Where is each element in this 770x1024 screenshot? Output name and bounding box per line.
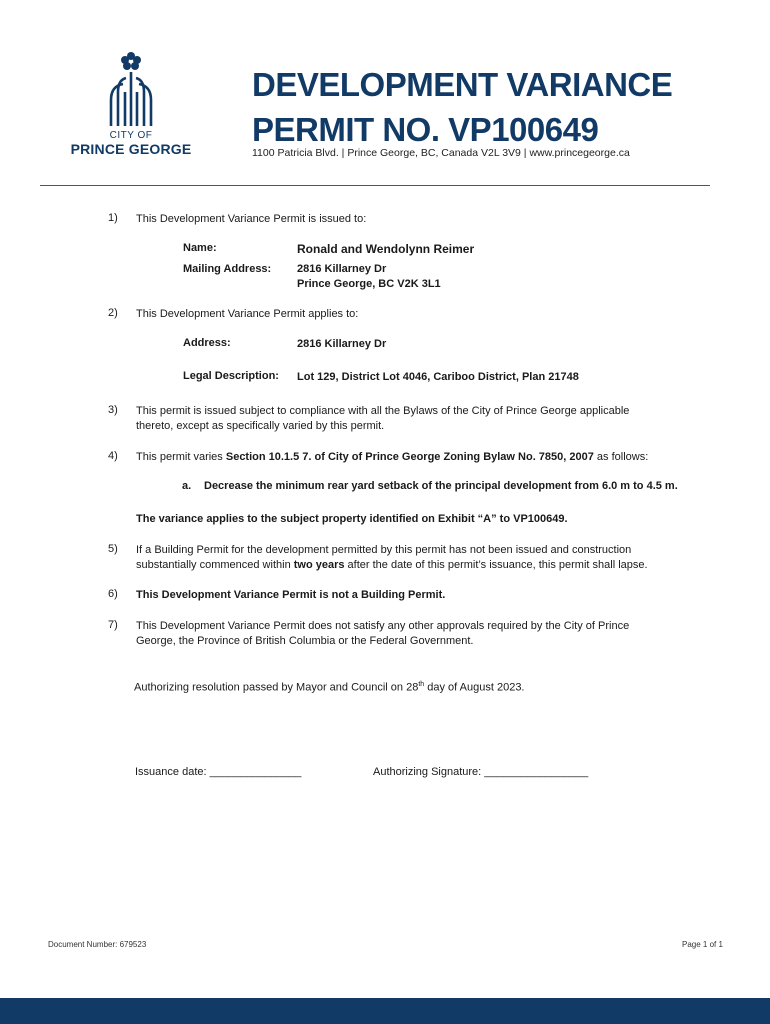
address-value: 2816 Killarney Dr <box>297 338 387 350</box>
name-label: Name: <box>183 242 217 254</box>
item-7-text <box>136 619 696 649</box>
variance-item-text: Decrease the minimum rear yard setback of the principal development from 6.0 m to 4.5 m. <box>204 480 678 492</box>
item-3-text <box>136 404 696 434</box>
city-logo-icon <box>106 48 156 128</box>
item-5-text <box>136 543 696 573</box>
address-label: Address: <box>183 337 231 349</box>
logo-city-name: PRINCE GEORGE <box>70 141 192 157</box>
item-2-number: 2) <box>108 307 118 319</box>
document-title <box>252 62 672 152</box>
item-4-text-pre: This permit varies <box>136 451 226 463</box>
item-5-line-2 <box>136 558 696 573</box>
authorizing-resolution <box>134 677 694 696</box>
item-4-text <box>136 450 696 465</box>
item-4-text-post: as follows: <box>593 451 649 463</box>
document-number: Document Number: 679523 <box>48 940 147 949</box>
variance-item-a <box>182 480 678 492</box>
header-divider <box>40 185 710 186</box>
item-3-line-2: thereto, except as specifically varied by this permit. <box>136 420 385 432</box>
item-4-number: 4) <box>108 450 118 462</box>
logo-city-of: CITY OF <box>109 130 153 141</box>
page-number: Page 1 of 1 <box>682 940 723 949</box>
mailing-line-1: 2816 Killarney Dr <box>297 263 387 275</box>
title-line-1: DEVELOPMENT VARIANCE <box>252 66 673 103</box>
item-1-text: This Development Variance Permit is issued to: <box>136 213 367 225</box>
mailing-label: Mailing Address: <box>183 263 272 275</box>
item-5-line-2-pre: substantially commenced within <box>136 559 294 571</box>
item-5-two-years: two years <box>293 559 345 571</box>
variance-applies: The variance applies to the subject property identified on Exhibit “A” to VP100649. <box>136 513 568 525</box>
item-6-text: This Development Variance Permit is not a Building Permit. <box>136 589 446 601</box>
legal-value: Lot 129, District Lot 4046, Cariboo District, Plan 21748 <box>297 371 579 383</box>
item-7-line-1: This Development Variance Permit does not satisfy any other approvals required by the City of Prince <box>136 620 630 632</box>
mailing-line-2: Prince George, BC V2K 3L1 <box>297 278 441 290</box>
variance-item-letter: a. <box>182 480 192 492</box>
item-7-number: 7) <box>108 619 118 631</box>
item-5-line-2-post: after the date of this permit’s issuance, this permit shall lapse. <box>344 559 648 571</box>
footer-bar <box>0 998 770 1024</box>
item-5-number: 5) <box>108 543 118 555</box>
item-6-number: 6) <box>108 588 118 600</box>
item-5-line-1: If a Building Permit for the development permitted by this permit has not been issued and construction <box>136 544 632 556</box>
mailing-address <box>297 262 441 292</box>
item-1-number: 1) <box>108 212 118 224</box>
city-logo <box>70 48 192 163</box>
item-4-bylaw-reference: Section 10.1.5 7. of City of Prince George Zoning Bylaw No. 7850, 2007 <box>225 451 594 463</box>
city-address: 1100 Patricia Blvd. | Prince George, BC, Canada V2L 3V9 | www.princegeorge.ca <box>252 147 630 159</box>
resolution-post: day of August 2023. <box>424 681 525 694</box>
title-line-2: PERMIT NO. VP100649 <box>252 111 599 148</box>
item-3-number: 3) <box>108 404 118 416</box>
resolution-pre: Authorizing resolution passed by Mayor and Council on 28 <box>134 681 419 694</box>
issuance-date-line: Issuance date: _______________ <box>135 766 302 778</box>
item-2-text: This Development Variance Permit applies to: <box>136 308 359 320</box>
item-3-line-1: This permit is issued subject to compliance with all the Bylaws of the City of Prince George applicable <box>136 405 630 417</box>
authorizing-signature-line: Authorizing Signature: _________________ <box>373 766 589 778</box>
legal-label: Legal Description: <box>183 370 279 382</box>
resolution-sup: th <box>418 681 425 688</box>
item-7-line-2: George, the Province of British Columbia or the Federal Government. <box>136 635 474 647</box>
name-value: Ronald and Wendolynn Reimer <box>297 242 475 256</box>
